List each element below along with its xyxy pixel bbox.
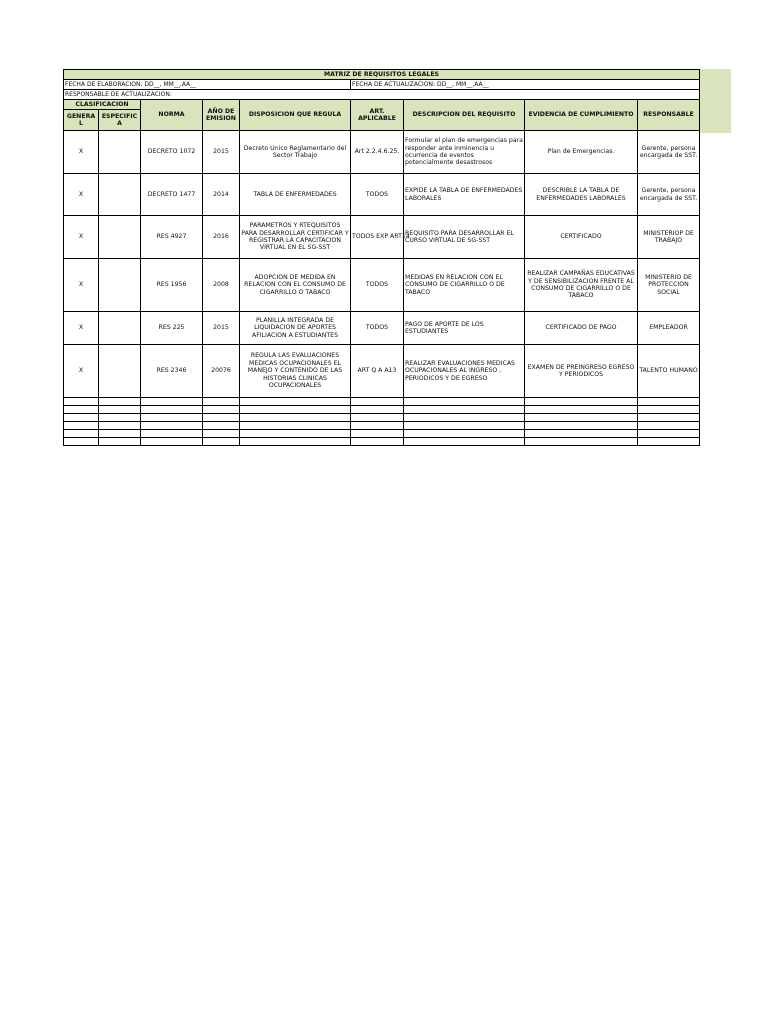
empty-cell[interactable]: [525, 438, 638, 446]
cell-responsable[interactable]: MINISTERIOP DE TRABAJO: [638, 216, 700, 259]
empty-cell[interactable]: [404, 430, 525, 438]
empty-row: [64, 422, 700, 430]
empty-cell[interactable]: [240, 422, 351, 430]
empty-cell[interactable]: [638, 398, 700, 406]
empty-cell[interactable]: [64, 398, 99, 406]
cell-evidencia[interactable]: EXAMEN DE PREINGRESO EGRESO Y PERIODICOS: [525, 345, 638, 398]
header-general: GENERAL: [64, 110, 99, 131]
cell-anio[interactable]: 2015: [203, 131, 240, 174]
fecha-actualizacion[interactable]: FECHA DE ACTUALIZACION: DD__, MM__,AA__: [351, 80, 700, 90]
cell-art[interactable]: TODOS: [351, 259, 404, 312]
empty-cell[interactable]: [99, 414, 141, 422]
matrix-title: MATRIZ DE REQUISITOS LEGALES: [64, 70, 700, 80]
empty-cell[interactable]: [64, 430, 99, 438]
cell-anio[interactable]: 2016: [203, 216, 240, 259]
empty-cell[interactable]: [525, 414, 638, 422]
cell-evidencia[interactable]: Plan de Emergencias.: [525, 131, 638, 174]
header-especifica: ESPECIFICA: [99, 110, 141, 131]
empty-cell[interactable]: [351, 414, 404, 422]
table-row: [64, 259, 700, 312]
empty-cell[interactable]: [64, 438, 99, 446]
header-descripcion: DESCRIPCION DEL REQUISITO: [404, 100, 525, 131]
cell-disposicion[interactable]: Decreto Unico Reglamentario del Sector Trabajo: [240, 131, 351, 174]
cell-general[interactable]: X: [64, 345, 99, 398]
cell-descripcion[interactable]: PAGO DE APORTE DE LOS ESTUDIANTES: [404, 312, 525, 345]
cell-evidencia[interactable]: CERTIFICADO DE PAGO: [525, 312, 638, 345]
empty-cell[interactable]: [404, 406, 525, 414]
table-row: [64, 131, 700, 174]
header-anio: AÑO DE EMISION: [203, 100, 240, 131]
cell-disposicion[interactable]: ADOPCION DE MEDIDA EN RELACION CON EL CONSUMO DE CIGARRILLO O TABACO: [240, 259, 351, 312]
cell-art[interactable]: Art 2.2.4.6.25.: [351, 131, 404, 174]
empty-cell[interactable]: [99, 430, 141, 438]
empty-cell[interactable]: [141, 438, 203, 446]
empty-cell[interactable]: [240, 398, 351, 406]
table-row: [64, 174, 700, 216]
cell-descripcion[interactable]: REQUISITO PARA DESARROLLAR EL CURSO VIRTUAL DE SG-SST: [404, 216, 525, 259]
header-art: ART. APLICABLE: [351, 100, 404, 131]
header-evidencia: EVIDENCIA DE CUMPLIMIENTO: [525, 100, 638, 131]
cell-disposicion[interactable]: TABLA DE ENFERMEDADES: [240, 174, 351, 216]
cell-anio[interactable]: 2008: [203, 259, 240, 312]
empty-cell[interactable]: [141, 422, 203, 430]
cell-descripcion[interactable]: EXPIDE LA TABLA DE ENFERMEDADES LABORALES: [404, 174, 525, 216]
empty-cell[interactable]: [351, 398, 404, 406]
cell-art[interactable]: TODOS: [351, 174, 404, 216]
table-row: [64, 345, 700, 398]
cell-anio[interactable]: 20076: [203, 345, 240, 398]
empty-cell[interactable]: [64, 422, 99, 430]
empty-cell[interactable]: [203, 398, 240, 406]
empty-cell[interactable]: [99, 398, 141, 406]
cell-evidencia[interactable]: REALIZAR CAMPAÑAS EDUCATIVAS Y DE SENSIBILIZACION FRENTE AL CONSUMO DE CIGARRILLO O DE TABACO: [525, 259, 638, 312]
empty-row: [64, 414, 700, 422]
table-row: [64, 216, 700, 259]
cell-descripcion[interactable]: MEDIDAS EN RELACION CON EL CONSUMO DE CIGARRILLO O DE TABACO: [404, 259, 525, 312]
cell-art[interactable]: ART Q A A13: [351, 345, 404, 398]
empty-cell[interactable]: [404, 422, 525, 430]
cell-norma[interactable]: RES 1956: [141, 259, 203, 312]
cell-disposicion[interactable]: REGULA LAS EVALUACIONES MEDICAS OCUPACIONALES EL MANEJO Y CONTENIDO DE LAS HISTORIAS CLINICAS OCUPACIONALES: [240, 345, 351, 398]
cell-general[interactable]: X: [64, 259, 99, 312]
cell-general[interactable]: X: [64, 131, 99, 174]
cell-especifica[interactable]: [99, 174, 141, 216]
cell-especifica[interactable]: [99, 345, 141, 398]
cell-norma[interactable]: DECRETO 1072: [141, 131, 203, 174]
empty-cell[interactable]: [99, 438, 141, 446]
empty-cell[interactable]: [404, 438, 525, 446]
empty-cell[interactable]: [203, 406, 240, 414]
empty-cell[interactable]: [141, 398, 203, 406]
empty-cell[interactable]: [638, 430, 700, 438]
cell-evidencia[interactable]: CERTIFICADO: [525, 216, 638, 259]
cell-general[interactable]: X: [64, 216, 99, 259]
responsable-actualizacion[interactable]: RESPONSABLE DE ACTUALIZACION:: [64, 90, 700, 100]
cell-anio[interactable]: 2014: [203, 174, 240, 216]
empty-cell[interactable]: [203, 430, 240, 438]
empty-cell[interactable]: [638, 414, 700, 422]
empty-cell[interactable]: [141, 414, 203, 422]
cell-responsable[interactable]: EMPLEADOR: [638, 312, 700, 345]
empty-cell[interactable]: [638, 438, 700, 446]
header-clasificacion: CLASIFICACION: [64, 100, 141, 110]
empty-cell[interactable]: [240, 430, 351, 438]
empty-cell[interactable]: [240, 414, 351, 422]
empty-cell[interactable]: [525, 406, 638, 414]
cell-especifica[interactable]: [99, 131, 141, 174]
empty-cell[interactable]: [404, 398, 525, 406]
cell-responsable[interactable]: TALENTO HUMANO: [638, 345, 700, 398]
cell-art[interactable]: TODOS EXP ART14: [351, 216, 404, 259]
empty-cell[interactable]: [99, 422, 141, 430]
green-fill-strip: [699, 69, 731, 133]
empty-cell[interactable]: [638, 422, 700, 430]
empty-cell[interactable]: [99, 406, 141, 414]
empty-cell[interactable]: [240, 438, 351, 446]
empty-cell[interactable]: [240, 406, 351, 414]
empty-cell[interactable]: [203, 422, 240, 430]
header-responsable: RESPONSABLE: [638, 100, 700, 131]
empty-row: [64, 438, 700, 446]
cell-disposicion[interactable]: PARAMETROS Y RTEQUISITOS PARA DESARROLLAR CERTIFICAR Y REGISTRAR LA CAPACITACION VIRTUAL EN EL SG-SST: [240, 216, 351, 259]
cell-disposicion[interactable]: PLANILLA INTEGRADA DE LIQUIDACION DE APORTES AFILIACION A ESTUDIANTES: [240, 312, 351, 345]
empty-cell[interactable]: [203, 414, 240, 422]
empty-cell[interactable]: [64, 406, 99, 414]
empty-cell[interactable]: [351, 422, 404, 430]
cell-norma[interactable]: RES 4927: [141, 216, 203, 259]
matrix-table: [63, 69, 700, 446]
empty-cell[interactable]: [404, 414, 525, 422]
cell-descripcion[interactable]: Formular el plan de emergencias para responder ante inminencia u ocurrencia de eventos potencialmente desastrosos: [404, 131, 525, 174]
cell-especifica[interactable]: [99, 216, 141, 259]
cell-norma[interactable]: RES 225: [141, 312, 203, 345]
cell-responsable[interactable]: Gerente, persona encargada de SST.: [638, 131, 700, 174]
empty-cell[interactable]: [141, 430, 203, 438]
cell-norma[interactable]: RES 2346: [141, 345, 203, 398]
empty-row: [64, 398, 700, 406]
cell-anio[interactable]: 2015: [203, 312, 240, 345]
cell-especifica[interactable]: [99, 259, 141, 312]
cell-general[interactable]: X: [64, 174, 99, 216]
fecha-elaboracion[interactable]: FECHA DE ELABORACION: DD__, MM__,AA__: [64, 80, 351, 90]
header-disposicion: DISPOSICION QUE REGULA: [240, 100, 351, 131]
cell-evidencia[interactable]: DESCRIBLE LA TABLA DE ENFERMEDADES LABORALES: [525, 174, 638, 216]
empty-cell[interactable]: [203, 438, 240, 446]
empty-cell[interactable]: [525, 430, 638, 438]
empty-cell[interactable]: [525, 422, 638, 430]
empty-cell[interactable]: [351, 430, 404, 438]
cell-responsable[interactable]: Gerente, persona encargada de SST.: [638, 174, 700, 216]
empty-cell[interactable]: [64, 414, 99, 422]
empty-row: [64, 406, 700, 414]
empty-row: [64, 430, 700, 438]
empty-cell[interactable]: [351, 438, 404, 446]
cell-descripcion[interactable]: REALIZAR EVALUACIONES MEDICAS OCUPACIONALES AL INGRESO , PERIODICOS Y DE EGRESO: [404, 345, 525, 398]
empty-cell[interactable]: [141, 406, 203, 414]
cell-norma[interactable]: DECRETO 1477: [141, 174, 203, 216]
empty-cell[interactable]: [638, 406, 700, 414]
cell-especifica[interactable]: [99, 312, 141, 345]
empty-cell[interactable]: [525, 398, 638, 406]
header-norma: NORMA: [141, 100, 203, 131]
cell-responsable[interactable]: MINISTERIO DE PROTECCION SOCIAL: [638, 259, 700, 312]
empty-cell[interactable]: [351, 406, 404, 414]
table-row: [64, 312, 700, 345]
cell-general[interactable]: X: [64, 312, 99, 345]
cell-art[interactable]: TODOS: [351, 312, 404, 345]
